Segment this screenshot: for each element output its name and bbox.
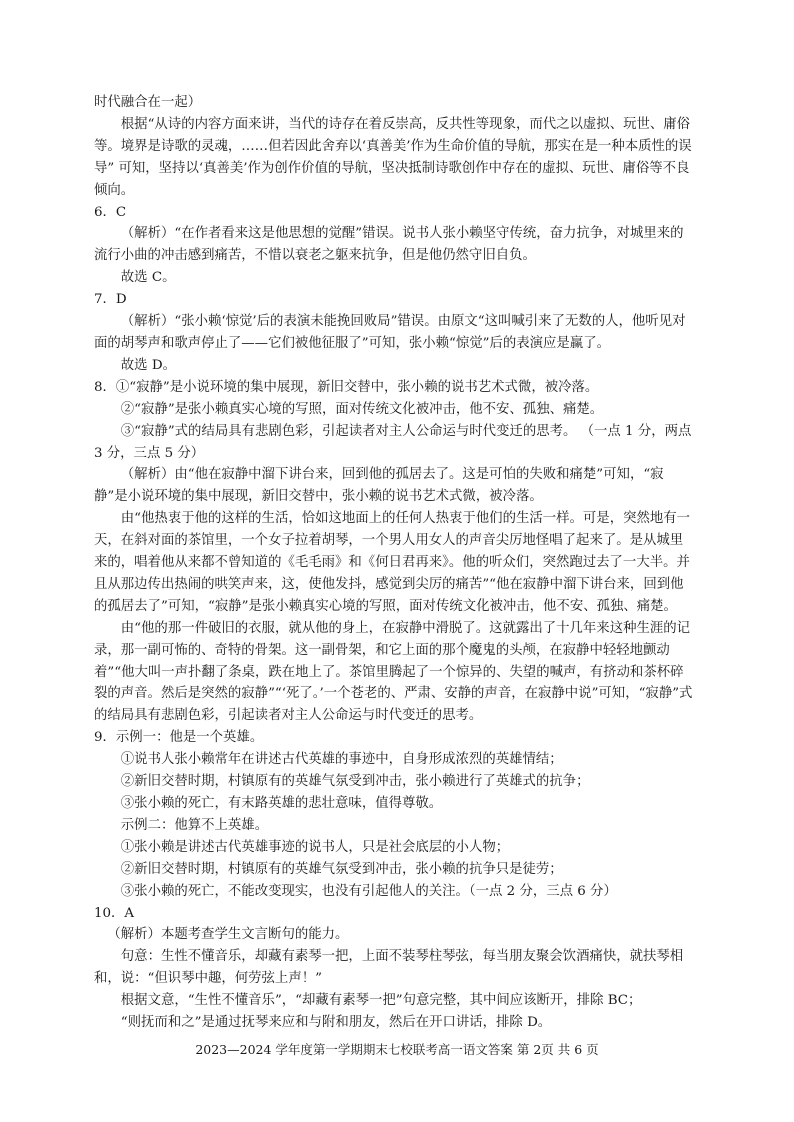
page-footer: 2023—2024 学年度第一学期期末七校联考高一语文答案 第 2页 共 6 页 xyxy=(195,1042,599,1057)
question-number: 6．C xyxy=(94,204,127,220)
analysis-paragraph: 由“他的那一件破旧的衣服，就从他的身上，在寂静中滑脱了。这就露出了十几年来这种生涯的记录，那一副可怖的、奇特的骨架。这一副骨架，和它上面的那个魔鬼的头颅，在寂静中轻轻地颤动着”“他大叫一声扑翻了条桌，跌在地上了。茶馆里腾起了一个惊异的、失望的喊声，有挤动和茶杯碎裂的声音。然后是突然的寂静”“‘死了。’一个苍老的、严肃、安静的声音，在寂静中说”可知，“寂静”式的结局具有悲剧色彩，引起读者对主人公命运与时代变迁的思考。 xyxy=(94,620,693,724)
answer-point: ②新旧交替时期，村镇原有的英雄气氛受到冲击，张小赖的抗争只是徒劳； xyxy=(120,861,563,877)
text-line: 时代融合在一起） xyxy=(94,95,202,110)
question-number: 7．D xyxy=(94,292,127,308)
analysis-paragraph: （解析）由“他在寂静中溜下讲台来，回到他的孤居去了。这是可怕的失败和痛楚”可知，“寂静”是小说环境的集中展现，新旧交替中，张小赖的说书艺术式微，被冷落。 xyxy=(94,467,664,505)
example-heading: 示例二：他算不上英雄。 xyxy=(120,817,269,833)
analysis-paragraph: （解析）“张小赖‘惊觉’后的表演未能挽回败局”错误。由原文“这叫喊引来了无数的人，他听见对面的胡琴声和歌声停止了——它们被他征服了”可知，张小赖“惊觉”后的表演应是赢了。 xyxy=(94,314,686,351)
question-answer: 8．①“寂静”是小说环境的集中展现，新旧交替中，张小赖的说书艺术式微，被冷落。 xyxy=(94,379,599,395)
answer-point: ①说书人张小赖常年在讲述古代英雄的事迹中，自身形成浓烈的英雄情结； xyxy=(120,752,563,768)
analysis-paragraph: “则抚而和之”是通过抚琴来应和与附和朋友，然后在开口讲话，排除 D。 xyxy=(120,1015,552,1031)
analysis-paragraph: 句意：生性不懂音乐，却藏有素琴一把，上面不装琴柱琴弦，每当朋友聚会饮酒痛快，就扶琴相和，说：“但识琴中趣，何劳弦上声！” xyxy=(94,949,684,987)
answer-point: ②新旧交替时期，村镇原有的英雄气氛受到冲击，张小赖进行了英雄式的抗争； xyxy=(120,774,590,790)
answer-point: ②“寂静”是张小赖真实心境的写照，面对传统文化被冲击，他不安、孤独、痛楚。 xyxy=(120,401,604,417)
answer-point: ③张小赖的死亡，不能改变现实，也没有引起他人的关注。（一点 2 分，三点 6 分） xyxy=(120,883,617,899)
answer-point: ①张小赖是讲述古代英雄事迹的说书人，只是社会底层的小人物； xyxy=(120,839,510,855)
answer-point: ③“寂静”式的结局具有悲剧色彩，引起读者对主人公命运与时代变迁的思考。 （一点 1 分，两点 3 分，三点 5 分） xyxy=(94,423,692,461)
answer-line: 故选 C。 xyxy=(120,270,176,286)
analysis-paragraph: （解析）本题考查学生文言断句的能力。 xyxy=(107,927,349,943)
question-number: 10．A xyxy=(94,905,135,921)
analysis-paragraph: 由“他热衷于他的这样的生活，恰如这地面上的任何人热衷于他们的生活一样。可是，突然地有一天，在斜对面的茶馆里，一个女子拉着胡琴，一个男人用女人的声音尖厉地怪唱了起来了。是从城里来的，唱着他从来都不曾知道的《毛毛雨》和《何日君再来》。他的听众们，突然跑过去了一大半。并且从那边传出热闹的哄笑声来，这，使他发抖，感觉到尖厉的痛苦”“他在寂静中溜下讲台来，回到他的孤居去了”可知，“寂静”是张小赖真实心境的写照，面对传统文化被冲击，他不安、孤独、痛楚。 xyxy=(94,511,691,614)
answer-body xyxy=(94,92,696,1034)
question-answer: 9．示例一：他是一个英雄。 xyxy=(94,730,264,746)
answer-point: ③张小赖的死亡，有末路英雄的悲壮意味，值得尊敬。 xyxy=(120,796,443,811)
analysis-paragraph: 根据文意，“生性不懂音乐”，“却藏有素琴一把”句意完整，其中间应该断开，排除 BC； xyxy=(120,993,642,1009)
analysis-paragraph: （解析）“在作者看来这是他思想的觉醒”错误。说书人张小赖坚守传统，奋力抗争，对城里来的流行小曲的冲击感到痛苦，不惜以衰老之躯来抗争，但是他仍然守旧自负。 xyxy=(94,226,684,264)
text-paragraph: 根据“从诗的内容方面来讲，当代的诗存在着反崇高，反共性等现象，而代之以虚拟、玩世、庸俗等。境界是诗歌的灵魂，……但若因此舍弃以‘真善美’作为生命价值的导航，那实在是一种本质性的误导” 可知，坚持以‘真善美’作为创作价值的导航，坚决抵制诗歌创作中存在的虚拟、玩世、庸俗等不良倾向。 xyxy=(94,116,692,198)
answer-line: 故选 D。 xyxy=(120,357,176,373)
